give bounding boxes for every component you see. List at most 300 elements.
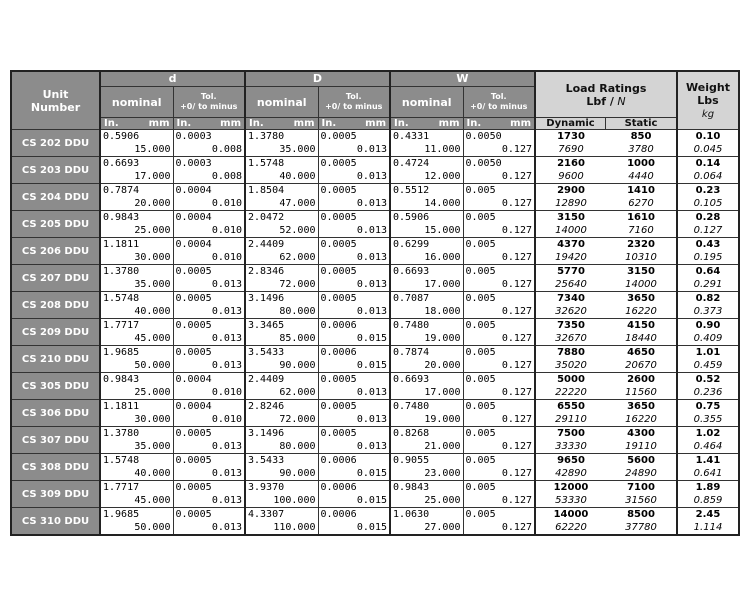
weight-kg: 0.409 <box>693 333 723 344</box>
static-n: 37780 <box>625 522 657 533</box>
unit-number: CS 310 DDU <box>11 508 100 536</box>
dynamic-rating <box>536 508 606 534</box>
dynamic-lbf: 4370 <box>557 239 585 250</box>
D-mm: 90.000 <box>279 360 316 371</box>
weight-kg: 0.195 <box>693 252 723 263</box>
static-n: 4440 <box>628 171 654 182</box>
weight-cell <box>677 508 739 536</box>
d-in: 1.9685 <box>103 509 140 520</box>
dt-mm: 0.010 <box>211 225 242 236</box>
Dt-mm: 0.013 <box>356 198 387 209</box>
cell-D <box>245 130 318 157</box>
header-D-nominal: nominal <box>245 87 318 118</box>
d-mm: 20.000 <box>134 198 171 209</box>
dynamic-rating <box>536 373 606 399</box>
header-dynamic: Dynamic <box>536 118 606 129</box>
units-d-nominal <box>100 118 173 130</box>
weight-lbs: 0.90 <box>695 320 721 331</box>
unit-number: CS 204 DDU <box>11 184 100 211</box>
dt-mm: 0.013 <box>211 468 242 479</box>
dynamic-rating <box>536 427 606 453</box>
cell-Wt <box>463 454 535 481</box>
unit-number: CS 205 DDU <box>11 211 100 238</box>
D-in: 3.5433 <box>248 455 285 466</box>
static-n: 3780 <box>628 144 654 155</box>
W-in: 0.9843 <box>393 482 430 493</box>
W-in: 0.5512 <box>393 185 430 196</box>
d-mm: 40.000 <box>134 306 171 317</box>
W-mm: 17.000 <box>424 387 461 398</box>
unit-mm: mm <box>510 118 531 129</box>
dynamic-rating <box>536 292 606 318</box>
d-in: 1.1811 <box>103 239 140 250</box>
unit-in: In. <box>249 118 264 129</box>
dt-mm: 0.013 <box>211 279 242 290</box>
cell-Dt <box>318 238 390 265</box>
header-d-nominal: nominal <box>100 87 173 118</box>
Dt-mm: 0.015 <box>356 360 387 371</box>
W-in: 0.7874 <box>393 347 430 358</box>
cell-Dt <box>318 400 390 427</box>
dt-in: 0.0004 <box>175 401 212 412</box>
Wt-mm: 0.127 <box>501 333 532 344</box>
tol-line1: Tol. <box>345 92 362 101</box>
d-mm: 15.000 <box>134 144 171 155</box>
dynamic-rating <box>536 157 606 183</box>
weight-cell <box>677 400 739 427</box>
static-lbf: 4150 <box>627 320 655 331</box>
cell-D <box>245 319 318 346</box>
unit-in: In. <box>394 118 409 129</box>
static-rating <box>606 481 676 507</box>
table-row <box>11 319 739 346</box>
Dt-in: 0.0006 <box>320 455 357 466</box>
table-row <box>11 454 739 481</box>
Wt-mm: 0.127 <box>501 306 532 317</box>
unit-number: CS 208 DDU <box>11 292 100 319</box>
D-in: 2.8246 <box>248 401 285 412</box>
header-W-nominal: nominal <box>390 87 463 118</box>
unit-mm: mm <box>365 118 386 129</box>
dt-mm: 0.013 <box>211 441 242 452</box>
D-in: 1.3780 <box>248 131 285 142</box>
load-ratings-cell <box>535 373 677 400</box>
cell-d <box>100 454 173 481</box>
unit-number: CS 309 DDU <box>11 481 100 508</box>
W-mm: 14.000 <box>424 198 461 209</box>
cell-dt <box>173 319 245 346</box>
static-lbf: 850 <box>630 131 652 142</box>
Dt-in: 0.0006 <box>320 509 357 520</box>
cell-W <box>390 211 463 238</box>
D-in: 3.9370 <box>248 482 285 493</box>
cell-D <box>245 265 318 292</box>
static-rating <box>606 184 676 210</box>
cell-d <box>100 508 173 536</box>
cell-W <box>390 265 463 292</box>
weight-lbs: 0.52 <box>695 374 721 385</box>
static-lbf: 1610 <box>627 212 655 223</box>
units-W-nominal <box>390 118 463 130</box>
d-mm: 35.000 <box>134 441 171 452</box>
dt-in: 0.0003 <box>175 131 212 142</box>
dt-mm: 0.008 <box>211 171 242 182</box>
cell-D <box>245 292 318 319</box>
unit-in: In. <box>321 118 337 129</box>
cell-W <box>390 130 463 157</box>
D-mm: 47.000 <box>279 198 316 209</box>
cell-d <box>100 130 173 157</box>
cell-W <box>390 346 463 373</box>
dynamic-lbf: 12000 <box>553 482 589 493</box>
weight-kg: 0.127 <box>693 225 723 236</box>
cell-D <box>245 157 318 184</box>
table-row <box>11 346 739 373</box>
D-mm: 100.000 <box>273 495 316 506</box>
cell-Dt <box>318 508 390 536</box>
weight-kg: 0.355 <box>693 414 723 425</box>
static-lbf: 7100 <box>627 482 655 493</box>
Dt-in: 0.0005 <box>320 428 357 439</box>
W-in: 0.6299 <box>393 239 430 250</box>
W-mm: 12.000 <box>424 171 461 182</box>
weight-kg: 0.859 <box>693 495 723 506</box>
header-load-n: N <box>617 94 626 108</box>
dt-in: 0.0005 <box>175 509 212 520</box>
d-in: 1.1811 <box>103 401 140 412</box>
unit-number: CS 306 DDU <box>11 400 100 427</box>
weight-lbs: 1.02 <box>695 428 721 439</box>
cell-Wt <box>463 157 535 184</box>
table-row <box>11 400 739 427</box>
cell-d <box>100 157 173 184</box>
unit-mm: mm <box>293 118 315 129</box>
dynamic-rating <box>536 481 606 507</box>
dynamic-lbf: 6550 <box>557 401 585 412</box>
dynamic-n: 33330 <box>555 441 587 452</box>
static-n: 18440 <box>625 333 657 344</box>
static-rating <box>606 319 676 345</box>
unit-mm: mm <box>220 118 241 129</box>
static-rating <box>606 292 676 318</box>
static-lbf: 8500 <box>627 509 655 520</box>
weight-kg: 0.464 <box>693 441 723 452</box>
Wt-mm: 0.127 <box>501 414 532 425</box>
cell-D <box>245 346 318 373</box>
static-n: 20670 <box>625 360 657 371</box>
W-mm: 21.000 <box>424 441 461 452</box>
d-mm: 25.000 <box>134 225 171 236</box>
table-row <box>11 238 739 265</box>
Dt-mm: 0.015 <box>356 495 387 506</box>
D-mm: 62.000 <box>279 252 316 263</box>
dynamic-lbf: 5770 <box>557 266 585 277</box>
cell-D <box>245 454 318 481</box>
dt-mm: 0.013 <box>211 333 242 344</box>
static-n: 7160 <box>628 225 654 236</box>
tol-line2: +0/ to minus <box>325 102 383 111</box>
cell-Wt <box>463 238 535 265</box>
header-weight-title: Weight <box>686 80 730 94</box>
W-in: 1.0630 <box>393 509 430 520</box>
units-D-tol <box>318 118 390 130</box>
dt-in: 0.0005 <box>175 266 212 277</box>
static-lbf: 1410 <box>627 185 655 196</box>
unit-mm: mm <box>148 118 170 129</box>
W-mm: 11.000 <box>424 144 461 155</box>
Wt-mm: 0.127 <box>501 360 532 371</box>
dynamic-n: 19420 <box>555 252 587 263</box>
weight-lbs: 0.23 <box>695 185 721 196</box>
d-mm: 45.000 <box>134 333 171 344</box>
tol-line2: +0/ to minus <box>470 102 528 111</box>
d-mm: 40.000 <box>134 468 171 479</box>
Dt-in: 0.0006 <box>320 320 357 331</box>
W-in: 0.4331 <box>393 131 430 142</box>
dt-in: 0.0003 <box>175 158 212 169</box>
W-mm: 23.000 <box>424 468 461 479</box>
cell-D <box>245 481 318 508</box>
W-in: 0.7087 <box>393 293 430 304</box>
weight-lbs: 0.82 <box>695 293 721 304</box>
Wt-mm: 0.127 <box>501 468 532 479</box>
Wt-mm: 0.127 <box>501 171 532 182</box>
load-ratings-cell <box>535 400 677 427</box>
static-n: 16220 <box>625 306 657 317</box>
dynamic-rating <box>536 130 606 156</box>
Wt-in: 0.005 <box>465 320 496 331</box>
unit-number: CS 210 DDU <box>11 346 100 373</box>
dynamic-lbf: 2900 <box>557 185 585 196</box>
cell-D <box>245 184 318 211</box>
D-in: 3.1496 <box>248 293 285 304</box>
Dt-in: 0.0006 <box>320 347 357 358</box>
d-mm: 25.000 <box>134 387 171 398</box>
static-rating <box>606 400 676 426</box>
cell-Dt <box>318 130 390 157</box>
dt-mm: 0.013 <box>211 495 242 506</box>
D-in: 1.5748 <box>248 158 285 169</box>
Wt-in: 0.0050 <box>465 131 502 142</box>
static-lbf: 3650 <box>627 293 655 304</box>
W-mm: 18.000 <box>424 306 461 317</box>
load-ratings-cell <box>535 157 677 184</box>
cell-Dt <box>318 454 390 481</box>
Wt-in: 0.005 <box>465 239 496 250</box>
dynamic-n: 32620 <box>555 306 587 317</box>
dt-mm: 0.010 <box>211 387 242 398</box>
weight-kg: 0.459 <box>693 360 723 371</box>
Wt-in: 0.005 <box>465 293 496 304</box>
header-D-tolerance <box>318 87 390 118</box>
D-in: 3.5433 <box>248 347 285 358</box>
header-d-tolerance <box>173 87 245 118</box>
static-lbf: 4650 <box>627 347 655 358</box>
unit-number: CS 202 DDU <box>11 130 100 157</box>
dynamic-lbf: 7350 <box>557 320 585 331</box>
static-rating <box>606 157 676 183</box>
weight-lbs: 0.14 <box>695 158 721 169</box>
Wt-in: 0.005 <box>465 455 496 466</box>
dt-in: 0.0005 <box>175 428 212 439</box>
cell-Wt <box>463 211 535 238</box>
dynamic-lbf: 5000 <box>557 374 585 385</box>
Wt-in: 0.005 <box>465 401 496 412</box>
dynamic-lbf: 1730 <box>557 131 585 142</box>
unit-in: In. <box>176 118 192 129</box>
load-ratings-cell <box>535 184 677 211</box>
header-load-ratings <box>535 71 677 118</box>
cell-d <box>100 373 173 400</box>
cell-d <box>100 400 173 427</box>
static-rating <box>606 265 676 291</box>
weight-lbs: 0.43 <box>695 239 721 250</box>
tol-line2: +0/ to minus <box>180 102 238 111</box>
D-in: 2.4409 <box>248 374 285 385</box>
Dt-in: 0.0005 <box>320 212 357 223</box>
dt-in: 0.0005 <box>175 293 212 304</box>
cell-Wt <box>463 481 535 508</box>
Wt-mm: 0.127 <box>501 387 532 398</box>
cell-Wt <box>463 319 535 346</box>
D-in: 2.4409 <box>248 239 285 250</box>
table-row <box>11 211 739 238</box>
cell-Wt <box>463 265 535 292</box>
d-mm: 50.000 <box>134 522 171 533</box>
unit-number: CS 209 DDU <box>11 319 100 346</box>
static-rating <box>606 373 676 399</box>
D-in: 4.3307 <box>248 509 285 520</box>
d-mm: 45.000 <box>134 495 171 506</box>
D-mm: 52.000 <box>279 225 316 236</box>
dynamic-n: 9600 <box>558 171 584 182</box>
load-ratings-cell <box>535 319 677 346</box>
dt-in: 0.0004 <box>175 374 212 385</box>
Dt-mm: 0.015 <box>356 522 387 533</box>
D-mm: 90.000 <box>279 468 316 479</box>
W-mm: 25.000 <box>424 495 461 506</box>
cell-dt <box>173 292 245 319</box>
d-mm: 30.000 <box>134 414 171 425</box>
W-in: 0.7480 <box>393 401 430 412</box>
load-ratings-cell <box>535 454 677 481</box>
dynamic-rating <box>536 184 606 210</box>
weight-cell <box>677 238 739 265</box>
dynamic-n: 62220 <box>555 522 587 533</box>
static-rating <box>606 238 676 264</box>
table-row <box>11 157 739 184</box>
dynamic-n: 25640 <box>555 279 587 290</box>
W-mm: 15.000 <box>424 225 461 236</box>
Wt-in: 0.005 <box>465 428 496 439</box>
weight-kg: 0.291 <box>693 279 723 290</box>
cell-Dt <box>318 427 390 454</box>
dt-in: 0.0004 <box>175 212 212 223</box>
weight-lbs: 0.10 <box>695 131 721 142</box>
Wt-mm: 0.127 <box>501 225 532 236</box>
dynamic-n: 32670 <box>555 333 587 344</box>
D-in: 3.3465 <box>248 320 285 331</box>
cell-dt <box>173 238 245 265</box>
d-in: 0.7874 <box>103 185 140 196</box>
D-mm: 110.000 <box>273 522 316 533</box>
units-W-tol <box>463 118 535 130</box>
cell-dt <box>173 157 245 184</box>
cell-Dt <box>318 481 390 508</box>
cell-Wt <box>463 373 535 400</box>
W-in: 0.9055 <box>393 455 430 466</box>
static-lbf: 4300 <box>627 428 655 439</box>
Dt-mm: 0.015 <box>356 468 387 479</box>
Dt-mm: 0.013 <box>356 225 387 236</box>
weight-kg: 0.105 <box>693 198 723 209</box>
weight-cell <box>677 130 739 157</box>
static-rating <box>606 427 676 453</box>
load-ratings-cell <box>535 508 677 536</box>
cell-d <box>100 211 173 238</box>
D-mm: 35.000 <box>279 144 316 155</box>
W-mm: 16.000 <box>424 252 461 263</box>
cell-Wt <box>463 130 535 157</box>
d-in: 1.9685 <box>103 347 140 358</box>
D-mm: 85.000 <box>279 333 316 344</box>
Wt-mm: 0.127 <box>501 522 532 533</box>
cell-Wt <box>463 346 535 373</box>
dynamic-lbf: 7880 <box>557 347 585 358</box>
static-n: 10310 <box>625 252 657 263</box>
W-mm: 19.000 <box>424 333 461 344</box>
Dt-mm: 0.013 <box>356 387 387 398</box>
dynamic-n: 22220 <box>555 387 587 398</box>
W-in: 0.5906 <box>393 212 430 223</box>
weight-kg: 1.114 <box>693 522 723 533</box>
cell-d <box>100 319 173 346</box>
load-ratings-cell <box>535 481 677 508</box>
weight-cell <box>677 292 739 319</box>
weight-lbs: 1.89 <box>695 482 721 493</box>
dynamic-lbf: 2160 <box>557 158 585 169</box>
W-mm: 17.000 <box>424 279 461 290</box>
D-in: 1.8504 <box>248 185 285 196</box>
cell-d <box>100 292 173 319</box>
static-rating <box>606 346 676 372</box>
header-static: Static <box>624 118 658 129</box>
cell-dt <box>173 211 245 238</box>
Dt-mm: 0.015 <box>356 333 387 344</box>
Dt-mm: 0.013 <box>356 414 387 425</box>
weight-kg: 0.373 <box>693 306 723 317</box>
weight-cell <box>677 454 739 481</box>
dt-in: 0.0004 <box>175 239 212 250</box>
d-in: 1.7717 <box>103 482 140 493</box>
d-in: 1.5748 <box>103 455 140 466</box>
static-rating <box>606 211 676 237</box>
unit-number: CS 203 DDU <box>11 157 100 184</box>
weight-cell <box>677 481 739 508</box>
static-rating <box>606 454 676 480</box>
D-mm: 40.000 <box>279 171 316 182</box>
weight-cell <box>677 346 739 373</box>
table-row <box>11 481 739 508</box>
Wt-mm: 0.127 <box>501 441 532 452</box>
D-in: 3.1496 <box>248 428 285 439</box>
cell-W <box>390 184 463 211</box>
dt-mm: 0.013 <box>211 522 242 533</box>
header-unit-number <box>11 71 100 130</box>
cell-dt <box>173 481 245 508</box>
dynamic-rating <box>536 346 606 372</box>
d-mm: 30.000 <box>134 252 171 263</box>
